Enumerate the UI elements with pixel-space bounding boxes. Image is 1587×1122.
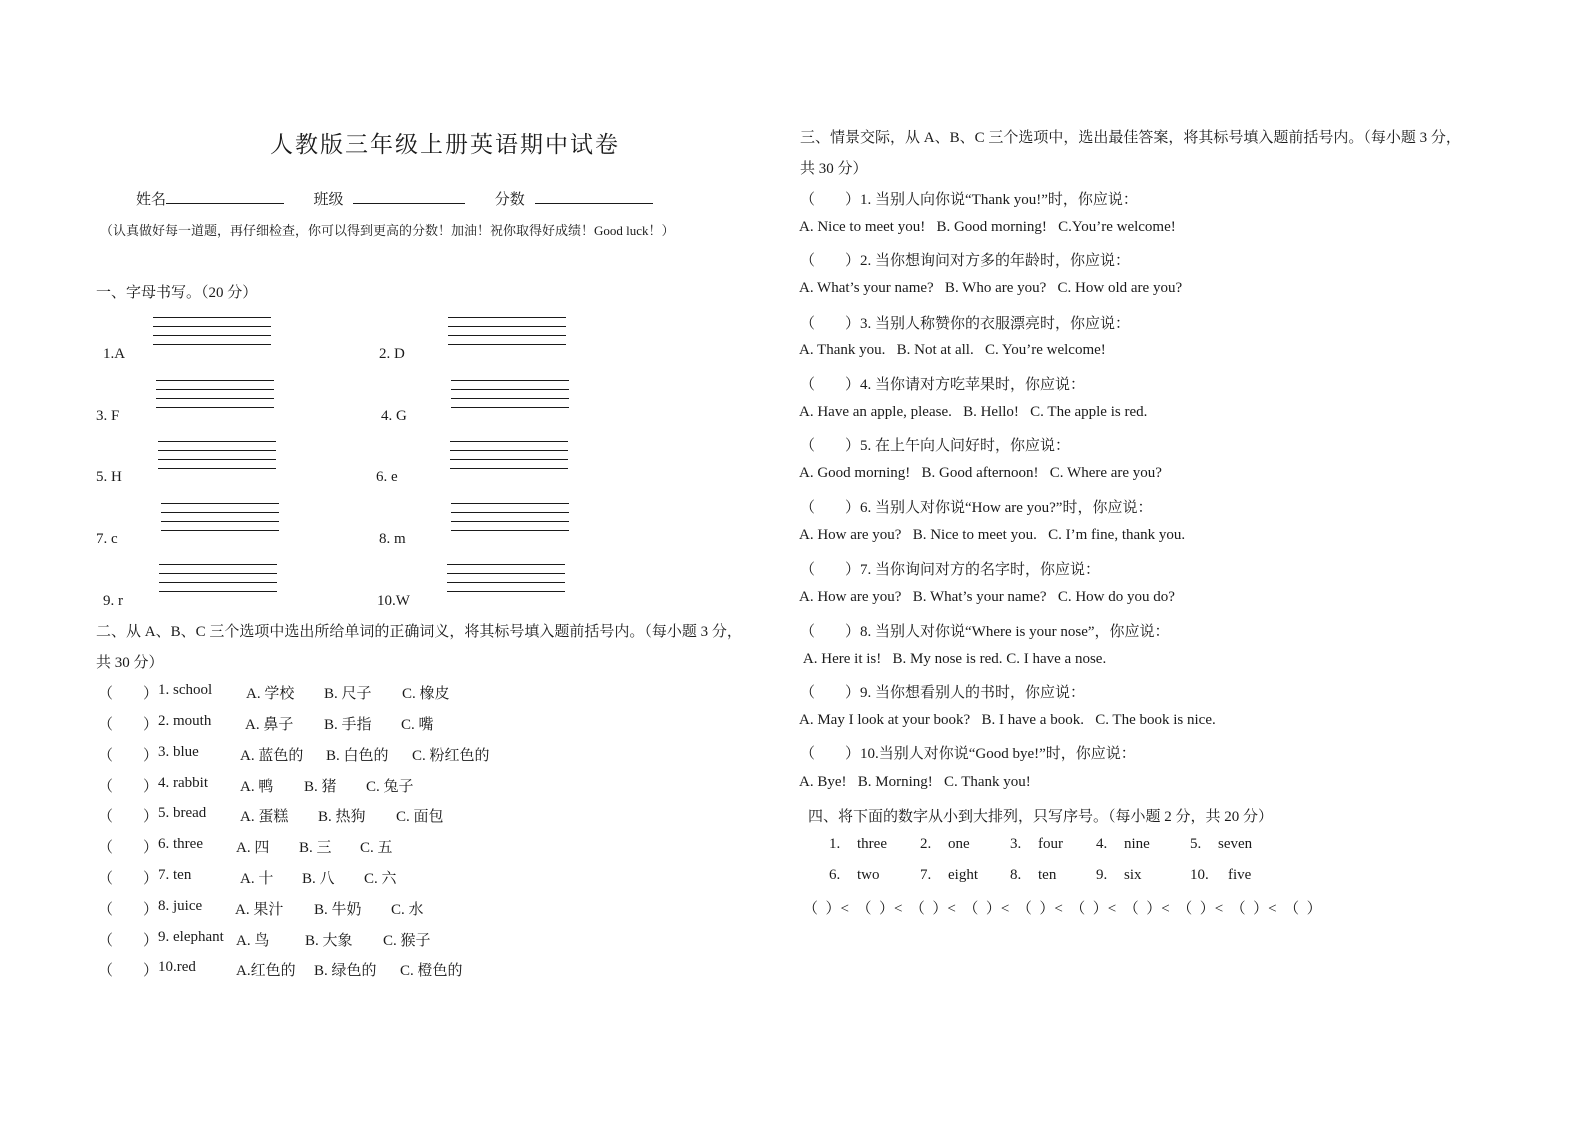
option-c: C. 六 [364, 871, 397, 887]
dialogue-options: A. Nice to meet you! B. Good morning! C.You’re welcome! [799, 219, 1176, 235]
vocab-item [98, 898, 424, 919]
option-b: B. 手指 [324, 717, 372, 733]
option-c: C. 猴子 [383, 933, 431, 949]
writing-lines[interactable] [159, 564, 277, 592]
dialogue-options: A. May I look at your book? B. I have a book. C. The book is nice. [799, 712, 1216, 728]
option-c: C. 橡皮 [402, 686, 450, 702]
vocab-item [98, 713, 434, 734]
dialogue-options: A. Here it is! B. My nose is red. C. I have a nose. [800, 651, 1107, 667]
answer-paren[interactable]: （ ） [98, 717, 159, 733]
vocab-item [98, 775, 414, 796]
number-word: seven [1218, 836, 1253, 852]
writing-lines[interactable] [158, 441, 276, 469]
number-word: ten [1038, 867, 1057, 883]
option-a: A. 学校 [246, 686, 295, 702]
name-label: 姓名 [136, 192, 167, 208]
section1-heading: 一、字母书写。（20 分） [96, 285, 258, 301]
vocab-word: 10.red [158, 959, 196, 975]
dialogue-options: A. Thank you. B. Not at all. C. You’re welcome! [799, 342, 1106, 358]
answer-paren[interactable]: （ ） [98, 809, 159, 825]
ordering-answer-row[interactable]: （ ）< （ ）< （ ）< （ ）< （ ）< （ ）< （ ）< （ ）< （ ）< （ ） [803, 901, 1322, 917]
number-index: 3. [1010, 836, 1022, 852]
section3-heading-cont: 共 30 分） [800, 161, 868, 177]
writing-lines[interactable] [161, 503, 279, 531]
option-a: A.红色的 [236, 963, 296, 979]
option-a: A. 蛋糕 [240, 809, 289, 825]
dialogue-question[interactable]: （ ）5. 在上午向人问好时，你应说： [800, 438, 1071, 454]
dialogue-question[interactable]: （ ）1. 当别人向你说“Thank you!”时，你应说： [800, 192, 1138, 208]
dialogue-question[interactable]: （ ）2. 当你想询问对方多的年龄时，你应说： [800, 253, 1131, 269]
writing-lines[interactable] [450, 441, 568, 469]
dialogue-question[interactable]: （ ）7. 当你询问对方的名字时，你应说： [800, 562, 1101, 578]
score-blank[interactable] [535, 189, 653, 204]
section2-heading-cont: 共 30 分） [96, 655, 164, 671]
answer-paren[interactable]: （ ） [98, 871, 159, 887]
answer-paren[interactable]: （ ） [98, 686, 159, 702]
option-a: A. 鸟 [236, 933, 270, 949]
vocab-word: 7. ten [158, 867, 192, 883]
vocab-item [98, 805, 444, 826]
number-word: five [1228, 867, 1252, 883]
writing-lines[interactable] [448, 317, 566, 345]
option-a: A. 蓝色的 [240, 748, 304, 764]
vocab-word: 8. juice [158, 898, 203, 914]
number-word: two [857, 867, 880, 883]
letter-label: 6. e [376, 469, 398, 485]
number-word: four [1038, 836, 1063, 852]
student-info-row [136, 188, 653, 209]
option-a: A. 四 [236, 840, 270, 856]
letter-label: 5. H [96, 469, 122, 485]
answer-paren[interactable]: （ ） [98, 933, 159, 949]
letter-label: 3. F [96, 408, 120, 424]
answer-paren[interactable]: （ ） [98, 748, 159, 764]
number-word: three [857, 836, 887, 852]
option-c: C. 五 [360, 840, 393, 856]
vocab-word: 2. mouth [158, 713, 212, 729]
option-b: B. 白色的 [326, 748, 389, 764]
number-word: six [1124, 867, 1142, 883]
dialogue-options: A. Good morning! B. Good afternoon! C. Where are you? [799, 465, 1162, 481]
vocab-word: 4. rabbit [158, 775, 208, 791]
section4-heading: 四、将下面的数字从小到大排列，只写序号。（每小题 2 分，共 20 分） [808, 809, 1274, 825]
dialogue-question[interactable]: （ ）3. 当别人称赞你的衣服漂亮时，你应说： [800, 316, 1131, 332]
writing-lines[interactable] [153, 317, 271, 345]
letter-label: 1.A [103, 346, 126, 362]
dialogue-options: A. How are you? B. Nice to meet you. C. I’m fine, thank you. [799, 527, 1186, 543]
option-a: A. 鸭 [240, 779, 274, 795]
number-word: one [948, 836, 970, 852]
option-b: B. 绿色的 [314, 963, 377, 979]
option-a: A. 十 [240, 871, 274, 887]
option-b: B. 猪 [304, 779, 337, 795]
writing-lines[interactable] [447, 564, 565, 592]
option-b: B. 大象 [305, 933, 353, 949]
option-c: C. 粉红色的 [412, 748, 490, 764]
vocab-item [98, 929, 431, 950]
number-word: nine [1124, 836, 1150, 852]
option-b: B. 牛奶 [314, 902, 362, 918]
dialogue-options: A. Have an apple, please. B. Hello! C. The apple is red. [799, 404, 1148, 420]
letter-label: 10.W [377, 593, 410, 609]
dialogue-question[interactable]: （ ）9. 当你想看别人的书时，你应说： [800, 685, 1086, 701]
vocab-word: 5. bread [158, 805, 207, 821]
answer-paren[interactable]: （ ） [98, 902, 159, 918]
number-index: 2. [920, 836, 932, 852]
number-index: 5. [1190, 836, 1202, 852]
vocab-item [98, 867, 397, 888]
answer-paren[interactable]: （ ） [98, 840, 159, 856]
number-index: 4. [1096, 836, 1108, 852]
letter-label: 9. r [103, 593, 123, 609]
vocab-word: 9. elephant [158, 929, 224, 945]
page-title: 人教版三年级上册英语期中试卷 [270, 132, 620, 157]
section2-heading: 二、从 A、B、C 三个选项中选出所给单词的正确词义，将其标号填入题前括号内。（每小题 3 分， [96, 624, 742, 640]
option-b: B. 三 [299, 840, 332, 856]
number-index: 10. [1190, 867, 1209, 883]
writing-lines[interactable] [451, 380, 569, 408]
vocab-item [98, 744, 490, 765]
number-index: 1. [829, 836, 841, 852]
vocab-word: 6. three [158, 836, 203, 852]
dialogue-question[interactable]: （ ）8. 当别人对你说“Where is your nose”，你应说： [800, 624, 1170, 640]
option-a: A. 果汁 [235, 902, 284, 918]
answer-paren[interactable]: （ ） [98, 779, 159, 795]
number-index: 8. [1010, 867, 1022, 883]
letter-label: 8. m [379, 531, 406, 547]
dialogue-question[interactable]: （ ）10.当别人对你说“Good bye!”时，你应说： [800, 746, 1136, 762]
section3-heading: 三、情景交际，从 A、B、C 三个选项中，选出最佳答案，将其标号填入题前括号内。（每小题 3 分， [800, 130, 1461, 146]
option-b: B. 八 [302, 871, 335, 887]
number-index: 9. [1096, 867, 1108, 883]
writing-lines[interactable] [451, 503, 569, 531]
class-blank[interactable] [353, 189, 465, 204]
dialogue-question[interactable]: （ ）4. 当你请对方吃苹果时，你应说： [800, 377, 1086, 393]
option-b: B. 热狗 [318, 809, 366, 825]
option-c: C. 橙色的 [400, 963, 463, 979]
dialogue-options: A. How are you? B. What’s your name? C. How do you do? [799, 589, 1175, 605]
class-label: 班级 [313, 192, 344, 208]
option-c: C. 兔子 [366, 779, 414, 795]
option-c: C. 嘴 [401, 717, 434, 733]
number-index: 6. [829, 867, 841, 883]
letter-label: 2. D [379, 346, 405, 362]
answer-paren[interactable]: （ ） [98, 963, 159, 979]
option-b: B. 尺子 [324, 686, 372, 702]
vocab-word: 3. blue [158, 744, 199, 760]
option-c: C. 面包 [396, 809, 444, 825]
dialogue-options: A. Bye! B. Morning! C. Thank you! [799, 774, 1031, 790]
vocab-item [98, 836, 393, 857]
number-word: eight [948, 867, 978, 883]
letter-label: 7. c [96, 531, 118, 547]
name-blank[interactable] [166, 189, 284, 204]
dialogue-options: A. What’s your name? B. Who are you? C. How old are you? [799, 280, 1183, 296]
option-a: A. 鼻子 [245, 717, 294, 733]
option-c: C. 水 [391, 902, 424, 918]
vocab-word: 1. school [158, 682, 213, 698]
number-index: 7. [920, 867, 932, 883]
vocab-item [98, 682, 450, 703]
vocab-item [98, 959, 463, 980]
encouragement-note: （认真做好每一道题，再仔细检查，你可以得到更高的分数！加油！祝你取得好成绩！Good luck！） [100, 223, 675, 238]
dialogue-question[interactable]: （ ）6. 当别人对你说“How are you?”时，你应说： [800, 500, 1153, 516]
score-label: 分数 [494, 192, 525, 208]
letter-label: 4. G [381, 408, 407, 424]
writing-lines[interactable] [156, 380, 274, 408]
